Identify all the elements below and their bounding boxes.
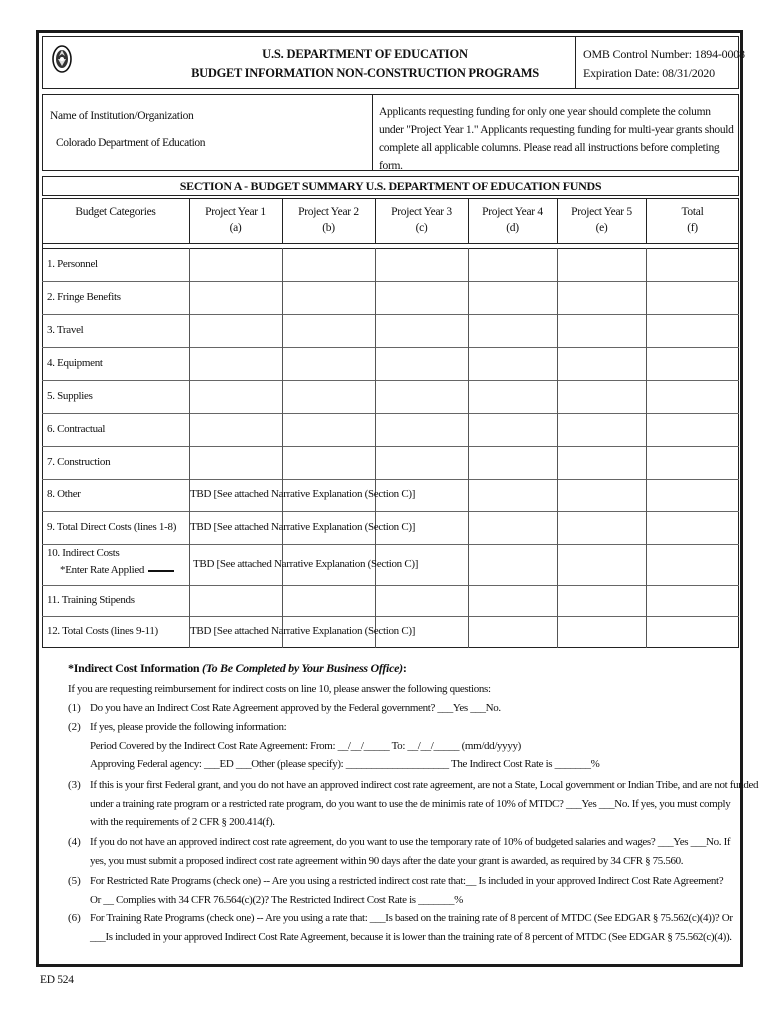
- instructions-note: Applicants requesting funding for only one year should complete the column under "Project Year 1." Applicants requesting funding for multi-year grants should complete all applicable columns. Please read all instructions before completing form.: [379, 106, 734, 172]
- row-label: 4. Equipment: [47, 357, 103, 369]
- row-label: 8. Other: [47, 488, 81, 500]
- question-text: Or __ Complies with 34 CFR 76.564(c)(2)? The Restricted Indirect Cost Rate is _______%: [90, 893, 463, 906]
- budget-cell-input[interactable]: [558, 512, 646, 544]
- question-text: Do you have an Indirect Cost Rate Agreement approved by the Federal government? ___Yes ___No.: [90, 702, 501, 714]
- budget-cell-input[interactable]: [376, 414, 468, 446]
- budget-cell-input[interactable]: [283, 348, 375, 380]
- column-header: [468, 204, 557, 236]
- budget-cell-input[interactable]: [469, 617, 557, 648]
- row-label: 2. Fringe Benefits: [47, 291, 121, 303]
- row-label: 11. Training Stipends: [47, 594, 135, 606]
- column-header-letter: (e): [595, 222, 608, 234]
- form-title: BUDGET INFORMATION NON-CONSTRUCTION PROGRAMS: [191, 66, 539, 80]
- budget-cell-input[interactable]: [558, 480, 646, 511]
- budget-cell-input[interactable]: [283, 381, 375, 413]
- budget-cell-input[interactable]: [558, 282, 646, 314]
- budget-cell-input[interactable]: [558, 545, 646, 585]
- budget-cell-input[interactable]: [558, 414, 646, 446]
- question-text: If yes, please provide the following information:: [90, 721, 287, 733]
- column-header: [189, 204, 282, 236]
- row-label: 10. Indirect Costs: [47, 547, 120, 559]
- budget-cell-input[interactable]: [647, 348, 739, 380]
- question-text: yes, you must submit a proposed indirect cost rate agreement within 90 days after the date your grant is awarded, as required by 34 CFR § 75.560.: [90, 854, 684, 867]
- budget-cell-input[interactable]: [469, 447, 557, 479]
- question-number: (2): [68, 721, 81, 733]
- budget-cell-input[interactable]: [647, 512, 739, 544]
- row-label: 3. Travel: [47, 324, 84, 336]
- question-number: (6): [68, 912, 81, 924]
- section-a-title: SECTION A - BUDGET SUMMARY U.S. DEPARTMENT OF EDUCATION FUNDS: [42, 176, 739, 196]
- form-number: ED 524: [40, 974, 74, 986]
- row-label: 6. Contractual: [47, 423, 106, 435]
- budget-cell-input[interactable]: [469, 315, 557, 347]
- budget-cell-input[interactable]: [469, 282, 557, 314]
- column-header: [282, 204, 375, 236]
- budget-cell-input[interactable]: [469, 348, 557, 380]
- institution-divider: [372, 94, 373, 171]
- column-header-title: Project Year 2: [298, 206, 359, 218]
- budget-cell-input[interactable]: [469, 414, 557, 446]
- question-text: Approving Federal agency: ___ED ___Other (please specify): ____________________ The Indirect Cost Rate is _______%: [90, 758, 600, 770]
- indirect-title-end: :: [402, 661, 407, 675]
- budget-cell-input[interactable]: [469, 545, 557, 585]
- column-header-title: Project Year 3: [391, 206, 452, 218]
- rate-arrow-line: [148, 570, 174, 572]
- department-seal-icon: [52, 44, 72, 74]
- budget-cell-input[interactable]: [558, 315, 646, 347]
- budget-cell-input[interactable]: [190, 249, 282, 281]
- header-box: [42, 36, 739, 89]
- indirect-cost-title: [68, 661, 407, 676]
- budget-cell-input[interactable]: [376, 282, 468, 314]
- budget-cell-input[interactable]: [647, 617, 739, 648]
- indirect-intro: If you are requesting reimbursement for indirect costs on line 10, please answer the following questions:: [68, 683, 491, 695]
- question-text: ___Is included in your approved Indirect Cost Rate Agreement, because it is lower than the training rate of 8 percent of MTDC (See EDGAR § 75.562(c)(4)).: [90, 930, 732, 943]
- question-number: (3): [68, 779, 81, 791]
- table-header-rule: [42, 243, 739, 244]
- budget-cell-input[interactable]: [647, 545, 739, 585]
- budget-cell-input[interactable]: [283, 282, 375, 314]
- budget-cell-input[interactable]: [376, 381, 468, 413]
- budget-cell-input[interactable]: [283, 315, 375, 347]
- budget-cell-input[interactable]: [558, 617, 646, 648]
- budget-cell-input[interactable]: [376, 315, 468, 347]
- row-label: 1. Personnel: [47, 258, 98, 270]
- budget-cell-input[interactable]: [558, 447, 646, 479]
- budget-cell-input[interactable]: [469, 480, 557, 511]
- budget-cell-input[interactable]: [647, 282, 739, 314]
- row-value-note: TBD [See attached Narrative Explanation (Section C)]: [193, 558, 419, 570]
- column-header-letter: (a): [229, 222, 242, 234]
- budget-cell-input[interactable]: [283, 586, 375, 616]
- column-header: [375, 204, 468, 236]
- question-number: (4): [68, 836, 81, 848]
- expiration-date: Expiration Date: 08/31/2020: [583, 66, 715, 80]
- budget-cell-input[interactable]: [647, 315, 739, 347]
- column-header-title: Project Year 4: [482, 206, 543, 218]
- budget-cell-input[interactable]: [376, 249, 468, 281]
- institution-name-field[interactable]: Colorado Department of Education: [56, 137, 206, 149]
- question-text: If this is your first Federal grant, and you do not have an approved indirect cost rate agreement, are not a State, Local government or Indian Tribe, and are not funded: [90, 779, 759, 791]
- budget-cell-input[interactable]: [647, 381, 739, 413]
- row-label: 7. Construction: [47, 456, 111, 468]
- indirect-title-main: *Indirect Cost Information: [68, 661, 200, 675]
- department-title: U.S. DEPARTMENT OF EDUCATION: [262, 47, 468, 61]
- omb-control-number: OMB Control Number: 1894-0008: [583, 47, 745, 61]
- column-header-title: Project Year 1: [205, 206, 266, 218]
- column-header: [646, 204, 739, 236]
- question-text: with the requirements of 2 CFR § 200.414(f).: [90, 816, 275, 828]
- column-header-letter: (d): [506, 222, 519, 234]
- budget-cell-input[interactable]: [558, 249, 646, 281]
- budget-cell-input[interactable]: [469, 586, 557, 616]
- institution-label: Name of Institution/Organization: [50, 110, 194, 122]
- budget-cell-input[interactable]: [190, 315, 282, 347]
- column-header-letter: (f): [687, 222, 698, 234]
- budget-cell-input[interactable]: [283, 414, 375, 446]
- row-label: 5. Supplies: [47, 390, 93, 402]
- question-text: For Restricted Rate Programs (check one) -- Are you using a restricted indirect cost rate that:__ Is included in your approved Indirect Cost Rate Agreement?: [90, 875, 724, 887]
- column-header: [557, 204, 646, 236]
- budget-cell-input[interactable]: [647, 586, 739, 616]
- row-value-note: TBD [See attached Narrative Explanation (Section C)]: [190, 625, 416, 637]
- budget-cell-input[interactable]: [376, 348, 468, 380]
- budget-cell-input[interactable]: [558, 348, 646, 380]
- row-label: 9. Total Direct Costs (lines 1-8): [47, 521, 177, 533]
- budget-cell-input[interactable]: [190, 414, 282, 446]
- column-header-title: Project Year 5: [571, 206, 632, 218]
- budget-cell-input[interactable]: [190, 447, 282, 479]
- budget-cell-input[interactable]: [469, 249, 557, 281]
- budget-cell-input[interactable]: [283, 447, 375, 479]
- row-sublabel: *Enter Rate Applied: [60, 564, 145, 576]
- row-value-note: TBD [See attached Narrative Explanation (Section C)]: [190, 488, 416, 500]
- budget-cell-input[interactable]: [376, 586, 468, 616]
- budget-cell-input[interactable]: [283, 249, 375, 281]
- question-text: If you do not have an approved indirect cost rate agreement, do you want to use the temporary rate of 10% of budgeted salaries and wages? ___Yes ___No. If: [90, 836, 731, 848]
- budget-cell-input[interactable]: [647, 249, 739, 281]
- budget-cell-input[interactable]: [190, 282, 282, 314]
- question-text: For Training Rate Programs (check one) -- Are you using a rate that: ___Is based on the training rate of 8 percent of MTDC (See EDGAR § 75.562(c)(4))? Or: [90, 912, 733, 924]
- budget-cell-input[interactable]: [469, 512, 557, 544]
- header-divider: [575, 36, 576, 89]
- budget-cell-input[interactable]: [558, 381, 646, 413]
- question-text: under a training rate program or a restricted rate program, do you want to use the de minimis rate of 10% of MTDC? ___Yes ___No. If yes, you must comply: [90, 797, 731, 810]
- budget-cell-input[interactable]: [647, 414, 739, 446]
- row-label: 12. Total Costs (lines 9-11): [47, 625, 158, 637]
- column-header: [42, 204, 189, 220]
- budget-cell-input[interactable]: [190, 586, 282, 616]
- column-header-title: Budget Categories: [75, 206, 156, 218]
- row-value-note: TBD [See attached Narrative Explanation (Section C)]: [190, 521, 416, 533]
- budget-cell-input[interactable]: [190, 348, 282, 380]
- budget-cell-input[interactable]: [647, 447, 739, 479]
- budget-cell-input[interactable]: [469, 381, 557, 413]
- question-number: (5): [68, 875, 81, 887]
- budget-cell-input[interactable]: [190, 381, 282, 413]
- indirect-title-italic: (To Be Completed by Your Business Office): [202, 661, 403, 675]
- budget-cell-input[interactable]: [647, 480, 739, 511]
- column-header-letter: (b): [322, 222, 335, 234]
- question-number: (1): [68, 702, 81, 714]
- budget-cell-input[interactable]: [558, 586, 646, 616]
- column-header-title: Total: [681, 206, 704, 218]
- budget-cell-input[interactable]: [376, 447, 468, 479]
- question-text: Period Covered by the Indirect Cost Rate Agreement: From: __/__/_____ To: __/__/_____ (mm/dd/yyyy): [90, 739, 521, 752]
- column-header-letter: (c): [415, 222, 428, 234]
